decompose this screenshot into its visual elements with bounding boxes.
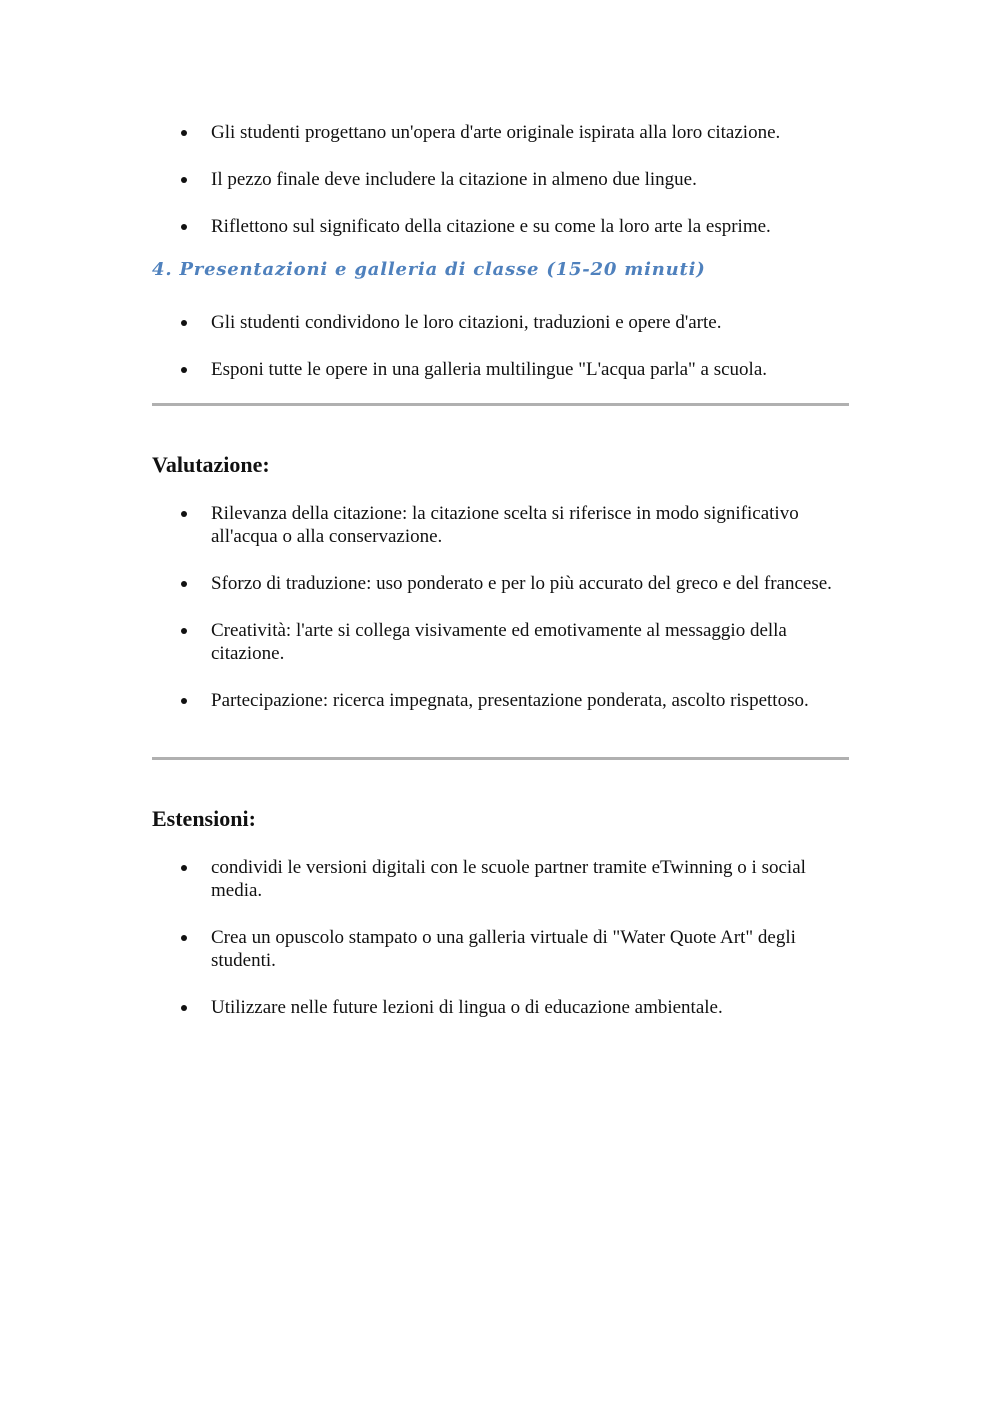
list-item-text: Riflettono sul significato della citazione e su come la loro arte la esprime. [211, 216, 771, 237]
list-item-text: Rilevanza della citazione: la citazione scelta si riferisce in modo significativo all'acqua o alla conservazione. [211, 503, 799, 547]
list-item-text: Esponi tutte le opere in una galleria multilingue "L'acqua parla" a scuola. [211, 359, 768, 380]
list-item [152, 121, 850, 144]
list-item-text: Partecipazione: ricerca impegnata, presentazione ponderata, ascolto rispettoso. [211, 690, 809, 711]
bullet-icon [181, 581, 187, 587]
bullet-icon [181, 935, 187, 941]
bullet-icon [181, 130, 187, 136]
list-item-text: Il pezzo finale deve includere la citazione in almeno due lingue. [211, 169, 697, 190]
bullet-icon [181, 320, 187, 326]
step4-heading: 4. Presentazioni e galleria di classe (15-20 minuti) [152, 259, 706, 280]
list-item-text: Utilizzare nelle future lezioni di lingua o di educazione ambientale. [211, 997, 723, 1018]
list-item [152, 689, 850, 712]
bullet-icon [181, 224, 187, 230]
estensioni-heading: Estensioni: [152, 806, 256, 831]
list-item-text: Crea un opuscolo stampato o una galleria virtuale di "Water Quote Art" degli studenti. [211, 927, 796, 971]
list-item [152, 311, 850, 334]
list-item [152, 572, 850, 595]
list-item [152, 358, 850, 381]
list-item [152, 168, 850, 191]
activity-list-top [152, 121, 850, 238]
list-item [152, 215, 850, 238]
bullet-icon [181, 865, 187, 871]
bullet-icon [181, 177, 187, 183]
list-item-text: condividi le versioni digitali con le scuole partner tramite eTwinning o i social media. [211, 857, 806, 901]
section-divider [152, 757, 849, 760]
list-item [152, 856, 850, 902]
valutazione-list [152, 502, 850, 712]
estensioni-list [152, 856, 850, 1019]
bullet-icon [181, 628, 187, 634]
list-item [152, 502, 850, 548]
bullet-icon [181, 511, 187, 517]
step4-list [152, 311, 850, 381]
bullet-icon [181, 367, 187, 373]
list-item-text: Sforzo di traduzione: uso ponderato e per lo più accurato del greco e del francese. [211, 573, 832, 594]
list-item-text: Creatività: l'arte si collega visivamente ed emotivamente al messaggio della citazione. [211, 620, 787, 664]
list-item [152, 996, 850, 1019]
list-item-text: Gli studenti progettano un'opera d'arte originale ispirata alla loro citazione. [211, 122, 781, 143]
list-item [152, 926, 850, 972]
bullet-icon [181, 1005, 187, 1011]
list-item-text: Gli studenti condividono le loro citazioni, traduzioni e opere d'arte. [211, 312, 722, 333]
valutazione-heading: Valutazione: [152, 452, 270, 477]
section-divider [152, 403, 849, 406]
list-item [152, 619, 850, 665]
bullet-icon [181, 698, 187, 704]
